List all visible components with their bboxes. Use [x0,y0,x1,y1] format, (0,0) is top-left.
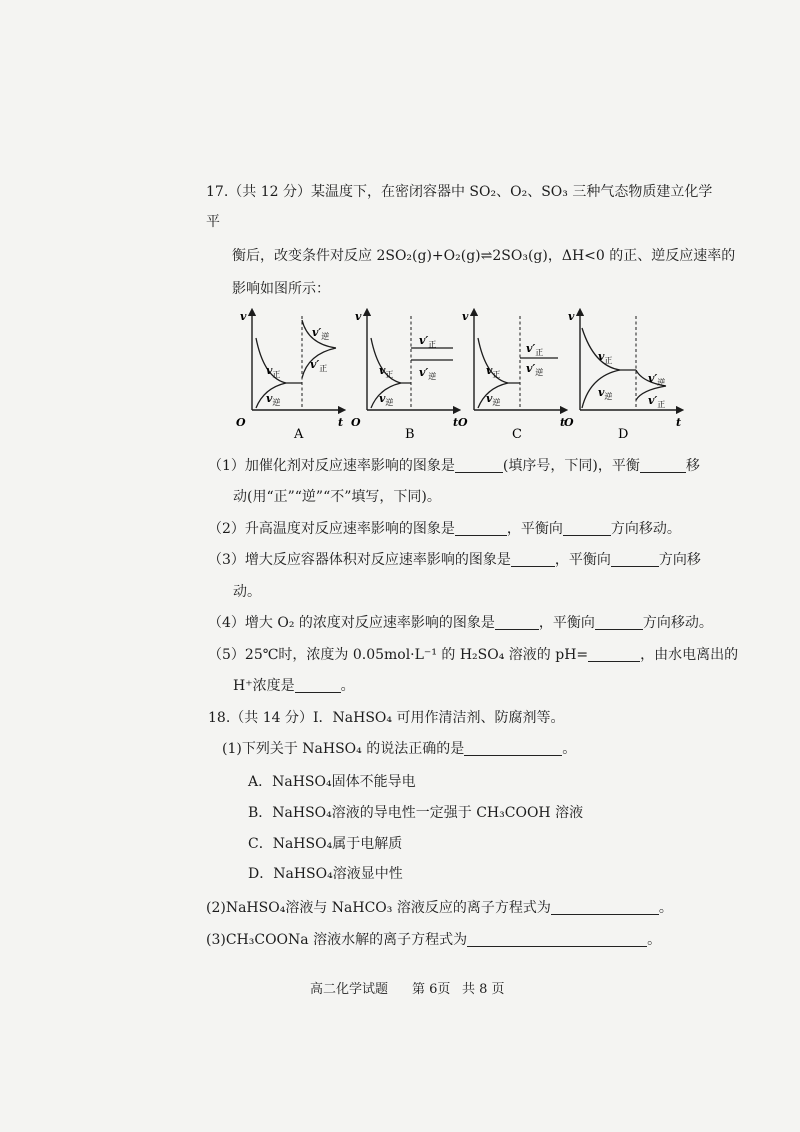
q17-part2: （2）升高温度对反应速率影响的图象是 ，平衡向 方向移动。 [208,521,681,537]
svg-text:t: t [560,416,566,429]
svg-text:O: O [564,416,574,429]
label-v-zheng-prime: $v'_正$ [419,334,437,349]
label-v-zheng-prime: $v'_正$ [310,358,328,373]
q17-line1: 17.（共 12 分）某温度下，在密闭容器中 SO₂、O₂、SO₃ 三种气态物质建立化学 [206,184,713,200]
svg-text:v: v [568,310,575,323]
label-v-ni-prime: $v'_逆$ [648,372,666,387]
answer-blank[interactable] [511,552,555,567]
q17-part3: （3）增大反应容器体积对反应速率影响的图象是 ，平衡向 方向移 [208,552,701,568]
answer-blank[interactable] [551,900,659,915]
q18-sub2: (2)NaHSO₄溶液与 NaHCO₃ 溶液反应的离子方程式为 。 [206,900,673,916]
svg-text:t: t [453,416,459,429]
q18-sub1: (1)下列关于 NaHSO₄ 的说法正确的是 。 [222,741,577,757]
answer-blank[interactable] [563,521,611,536]
q17-line2: 衡后，改变条件对反应 2SO₂(g)+O₂(g)⇌2SO₃(g)，ΔH<0 的正、逆反应速率的 [232,248,736,264]
svg-text:O: O [458,416,468,429]
caption-b: B [405,427,415,442]
q17-part1-cont: 动(用“正”“逆”“不”填写，下同)。 [233,489,441,505]
caption-a: A [294,427,304,442]
footer-total: 共 8 页 [462,982,505,997]
label-v-ni-prime: $v'_逆$ [312,326,330,341]
q17-part3-cont: 动。 [233,584,261,600]
answer-blank[interactable] [588,647,640,662]
graph-b [351,310,458,442]
svg-text:v: v [355,310,362,323]
svg-text:v: v [462,310,469,323]
label-v-zheng-prime: $v'_正$ [526,342,544,357]
answer-blank[interactable] [295,678,341,693]
answer-blank[interactable] [464,741,562,756]
answer-blank[interactable] [455,521,507,536]
q17-line1-cont: 平 [206,214,220,230]
caption-c: C [512,427,522,442]
q18-option-a: A．NaHSO₄固体不能导电 [248,774,416,790]
q17-part5: （5）25℃时，浓度为 0.05mol·L⁻¹ 的 H₂SO₄ 溶液的 pH= ，由水电离出的 [208,647,739,663]
graph-a [236,310,343,442]
label-v-zheng: $v_正$ [598,350,613,365]
label-v-ni-prime: $v'_逆$ [419,366,437,381]
q18-option-d: D．NaHSO₄溶液显中性 [248,866,403,882]
answer-blank[interactable] [595,615,643,630]
answer-blank[interactable] [640,458,686,473]
label-v-zheng-prime: $v'_正$ [648,394,666,409]
axis-t-label: t [338,416,344,429]
q17-line3: 影响如图所示： [232,281,330,297]
origin-label: O [236,416,246,429]
q17-part4: （4）增大 O₂ 的浓度对反应速率影响的图象是 ，平衡向 方向移动。 [208,615,713,631]
graph-c [458,310,565,442]
caption-d: D [618,427,629,442]
label-v-zheng: $v_正$ [266,364,281,379]
label-v-zheng: $v_正$ [486,364,501,379]
svg-text:O: O [351,416,361,429]
answer-blank[interactable] [495,615,539,630]
answer-blank[interactable] [455,458,503,473]
footer-subject: 高二化学试题 [310,982,389,997]
svg-text:t: t [676,416,682,429]
label-v-ni: $v_逆$ [379,392,394,407]
answer-blank[interactable] [467,932,647,947]
graph-d [564,310,681,442]
q17-part5-cont: H⁺浓度是 。 [233,678,355,694]
q17-part1: （1）加催化剂对反应速率影响的图象是 (填序号，下同)，平衡 移 [208,458,700,474]
answer-blank[interactable] [611,552,659,567]
rate-graphs [232,308,692,443]
axis-v-label: v [240,310,247,323]
label-v-ni: $v_逆$ [486,392,501,407]
q18-option-c: C．NaHSO₄属于电解质 [248,836,403,852]
label-v-ni: $v_逆$ [598,386,613,401]
label-v-ni-prime: $v'_逆$ [526,362,544,377]
footer-page: 第 6页 [412,982,451,997]
q18-option-b: B．NaHSO₄溶液的导电性一定强于 CH₃COOH 溶液 [248,805,584,821]
label-v-zheng: $v_正$ [379,364,394,379]
q18-title: 18.（共 14 分）Ⅰ．NaHSO₄ 可用作清洁剂、防腐剂等。 [208,710,565,726]
q18-sub3: (3)CH₃COONa 溶液水解的离子方程式为 。 [206,932,662,948]
label-v-ni: $v_逆$ [266,392,281,407]
